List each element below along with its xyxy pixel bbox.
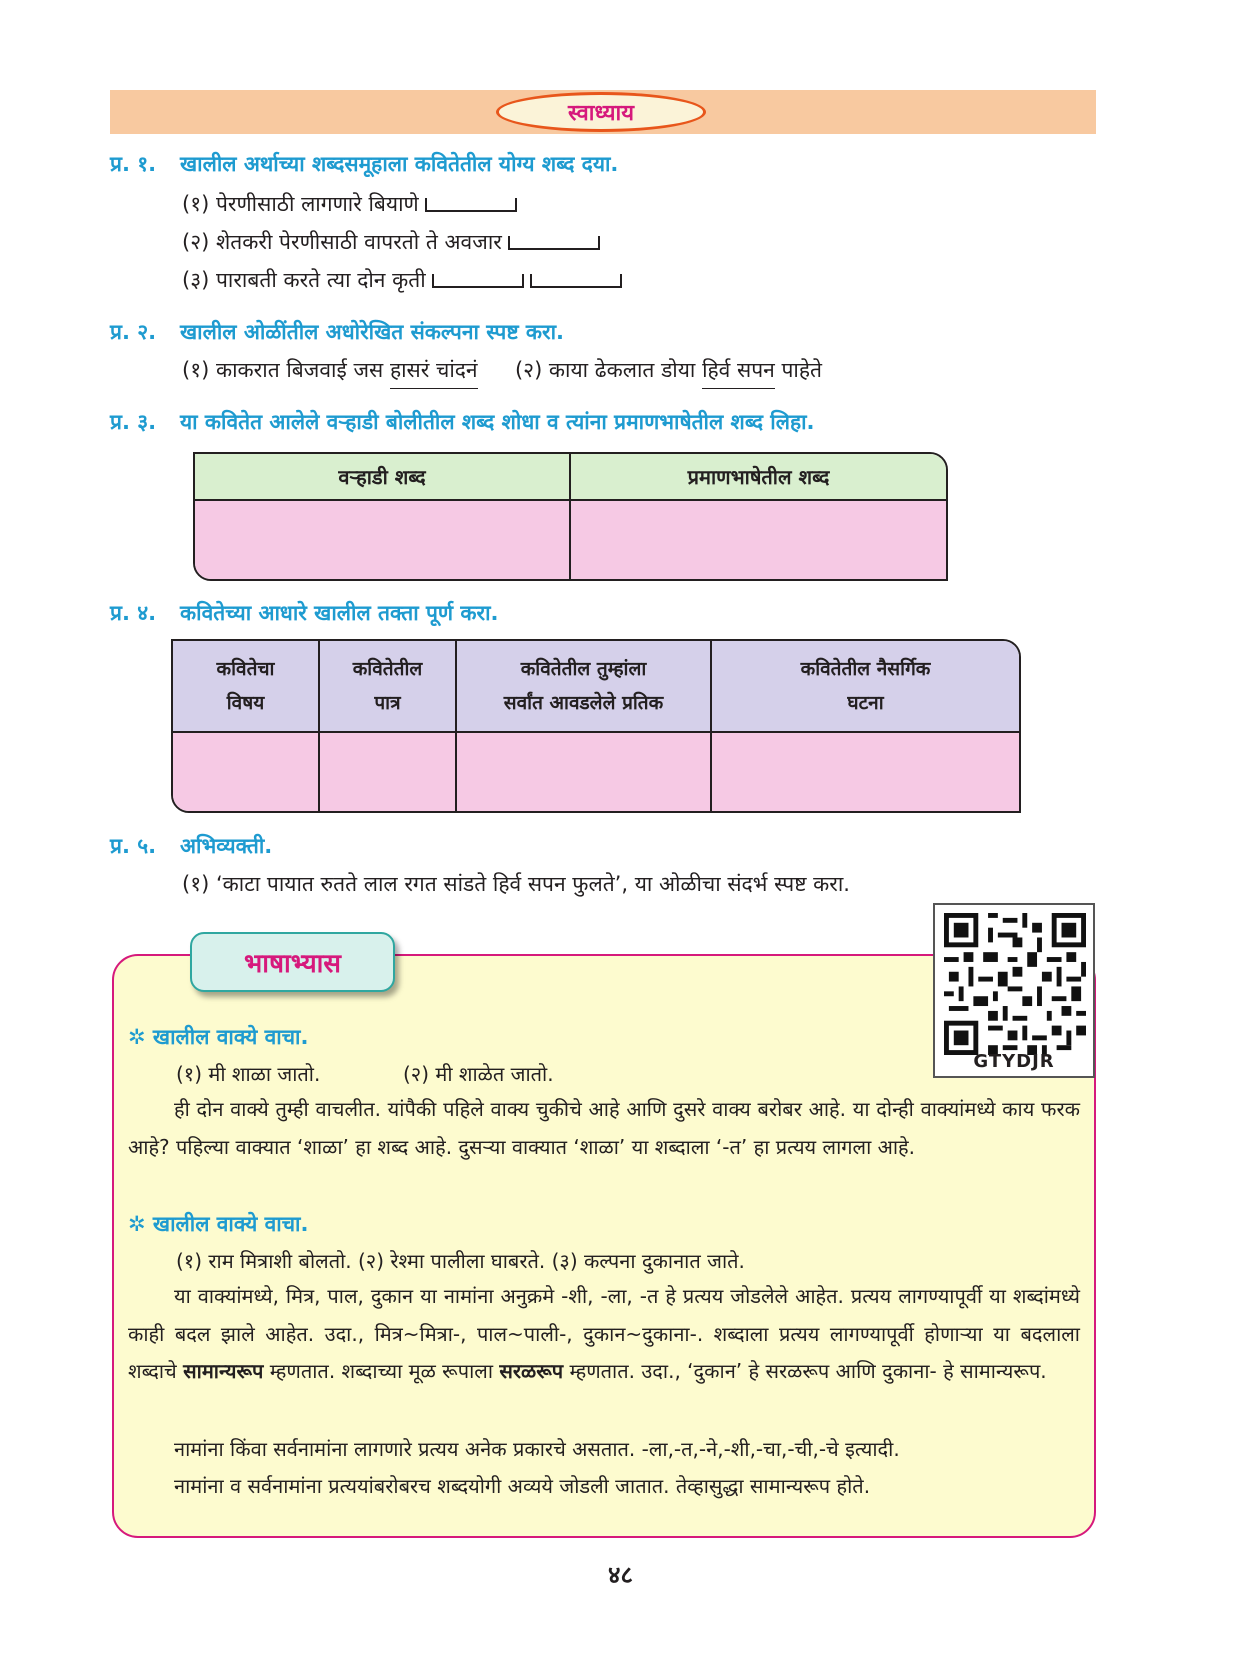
underlined-phrase: हिर्व सपन [702,356,775,389]
example-sentences: (१) राम मित्राशी बोलतो. (२) रेश्मा पालीला घाबरते. (३) कल्पना दुकानात जाते. [176,1249,745,1273]
term-samanyarup: सामान्यरूप [183,1359,264,1383]
question-text: खालील अर्थाच्या शब्दसमूहाला कवितेतील योग्य शब्द दया. [180,152,619,176]
explanation-paragraph: ही दोन वाक्ये तुम्ही वाचलीत. यांपैकी पहिले वाक्य चुकीचे आहे आणि दुसरे वाक्य बरोबर आहे. या दोन्ही वाक्यांमध्ये काय फरक आहे? पहिल्या वाक्यात ‘शाळा’ हा शब्द आहे. दुसऱ्या वाक्यात ‘शाळा’ या शब्दाला ‘-त’ हा प्रत्यय लागला आहे. [128,1097,1080,1159]
q1-item-2 [182,228,600,256]
term-saralrup: सरळरूप [499,1359,564,1383]
subheading-read-sentences-2: ✲ खालील वाक्ये वाचा. [128,1212,309,1236]
line-text: पाहेते [781,358,822,382]
q5-item-1: (१) ‘काटा पायात रुतते लाल रगत सांडते हिर्व सपन फुलते’, या ओळीचा संदर्भ स्पष्ट करा. [182,872,850,896]
qr-code[interactable] [933,903,1095,1078]
header-cell: कवितेचा विषय [216,658,275,714]
question-5 [110,832,272,860]
answer-blank[interactable] [530,274,622,288]
explanation-paragraph-2: या वाक्यांमध्ये, मित्र, पाल, दुकान या नामांना अनुक्रमे -शी, -ला, -त हे प्रत्यय जोडलेले आहेत. प्रत्यय लागण्यापूर्वी या शब्दांमध्ये काही बदल झाले आहेत. उदा., मित्र~मित्रा-, पाल~पाली-, दुकान~दुकाना-. शब्दाला प्रत्यय लागण्यापूर्वी होणाऱ्या या बदलाला शब्दाचे सामान्यरूप म्हणतात. शब्दाच्या मूळ रूपाला सरळरूप म्हणतात. उदा., ‘दुकान’ हे सरळरूप आणि दुकाना- हे सामान्यरूप. [128,1284,1080,1383]
item-text: (२) शेतकरी पेरणीसाठी वापरतो ते अवजार [182,230,502,254]
header-cell: प्रमाणभाषेतील शब्द [687,465,830,489]
q1-item-1 [182,190,517,218]
question-number: प्र. १. [110,152,157,176]
header-cell: कवितेतील नैसर्गिक घटना [800,658,931,714]
dialect-table [193,452,948,581]
section-title: स्वाध्याय [496,92,706,132]
line-text: (१) काकरात बिजवाई जस [182,358,384,382]
language-practice-title: भाषाभ्यास [190,932,395,992]
example-sentence: (२) मी शाळेत जातो. [403,1062,554,1086]
question-number: प्र. ५. [110,834,157,858]
question-2 [110,318,564,346]
question-text: अभिव्यक्ती. [180,834,273,858]
answer-blank[interactable] [508,236,600,250]
table-answer-row[interactable] [173,733,1019,811]
question-text: खालील ओळींतील अधोरेखित संकल्पना स्पष्ट करा. [180,320,565,344]
question-1 [110,150,618,178]
postposition-note: नामांना व सर्वनामांना प्रत्ययांबरोबरच शब्दयोगी अव्यये जोडली जातात. तेव्हासुद्धा सामान्यरूप होते. [174,1474,871,1498]
example-sentence: (१) मी शाळा जातो. [176,1062,321,1086]
page-number: ४८ [608,1561,633,1589]
qr-code-label: GTYDJR [973,1051,1055,1072]
item-text: (१) पेरणीसाठी लागणारे बियाणे [182,192,419,216]
item-text: (३) पाराबती करते त्या दोन कृती [182,268,426,292]
question-number: प्र. ३. [110,410,157,434]
question-text: या कवितेत आलेले वऱ्हाडी बोलीतील शब्द शोधा व त्यांना प्रमाणभाषेतील शब्द लिहा. [180,410,815,434]
answer-blank[interactable] [432,274,524,288]
question-4 [110,599,499,627]
question-text: कवितेच्या आधारे खालील तक्ता पूर्ण करा. [180,601,499,625]
line-text: (२) काया ढेकलात डोया [514,358,696,382]
q2-lines [182,356,822,389]
suffix-note: नामांना किंवा सर्वनामांना लागणारे प्रत्यय अनेक प्रकारचे असतात. -ला,-त,-ने,-शी,-चा,-ची,-चे इत्यादी. [174,1437,900,1461]
question-number: प्र. २. [110,320,157,344]
subheading-read-sentences: ✲ खालील वाक्ये वाचा. [128,1025,309,1049]
answer-blank[interactable] [425,198,517,212]
question-number: प्र. ४. [110,601,157,625]
question-3 [110,408,815,436]
q1-item-3 [182,266,622,294]
underlined-phrase: हासरं चांदनं [390,356,478,389]
header-cell: कवितेतील पात्र [352,658,423,714]
poem-analysis-table [171,639,1021,813]
header-cell: वऱ्हाडी शब्द [338,465,426,489]
qr-code-icon [944,913,1086,1055]
header-cell: कवितेतील तुम्हांला सर्वांत आवडलेले प्रतिक [503,658,664,714]
